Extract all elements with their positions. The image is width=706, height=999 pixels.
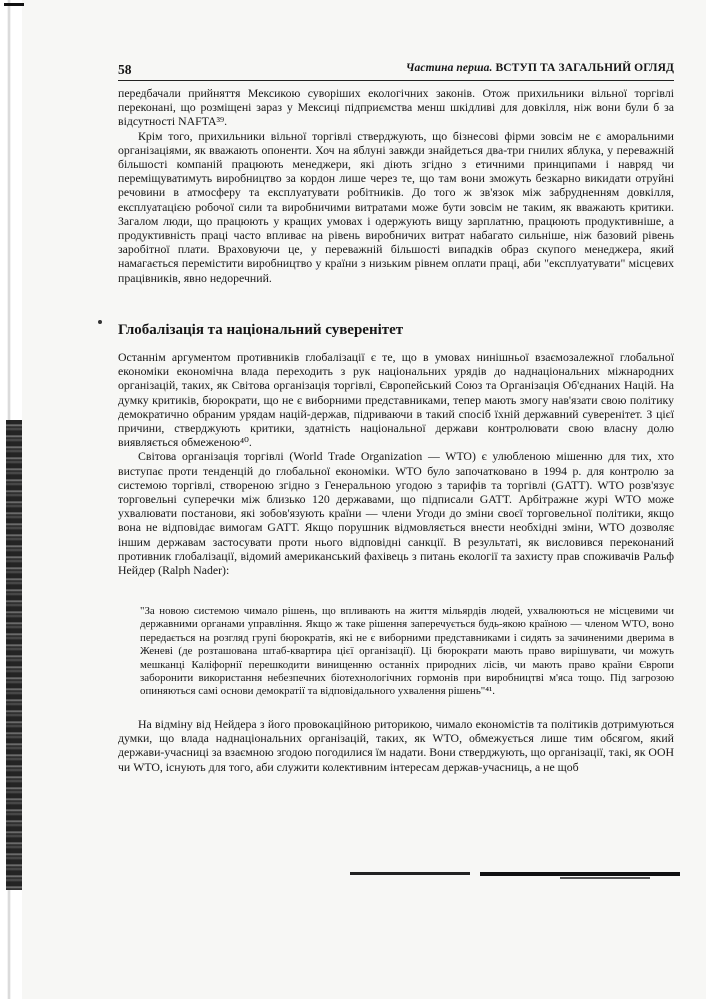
part-label: Частина перша. bbox=[405, 62, 493, 74]
scan-artifact-line bbox=[350, 872, 470, 875]
paragraph: Останнім аргументом противників глобалізації є те, що в умовах нинішньої взаємозалежної глобальної економіки економічна влада переходить з рук національних урядів до наднаціональних міжнародних організацій, таких, як Світова організація торгівлі, Європейський Союз та Організація Об'єднаних Націй. На думку критиків, бюрократи, що не є виборними представниками, тепер мають змогу нав'язати свою політику демократично обраним урядам націй-держав, підриваючи в такий спосіб їхній державний суверенітет. З цієї причини, стверджують критики, здатність національної держави контролювати свою власну долю виявляється обмеженою⁴⁰. bbox=[118, 350, 674, 450]
quote-text: "За новою системою чимало рішень, що впливають на життя мільярдів людей, ухвалюються не місцевими чи державними органами управління. Якщо ж таке рішення заперечується будь-якою країною — членом WTO, воно передається на розгляд групі бюрократів, які не є виборними представниками і сидять за зачиненими дверима в Женеві (де розташована штаб-квартира цієї організації). Ці бюрократи мають право вирішувати, чи можуть мешканці Каліфорнії перешкодити винищенню останніх природних лісів, чи мають право країни Європи заборонити використання небезпечних біотехнологічних гормонів при виробництві м'яса тощо. Під загрозою опиняються самі основи демократії та відповідального ухвалення рішень"⁴¹. bbox=[140, 605, 674, 698]
section-heading: Глобалізація та національний суверенітет bbox=[118, 322, 404, 338]
body-text-middle bbox=[118, 350, 674, 577]
paragraph: Крім того, прихильники вільної торгівлі стверджують, що бізнесові фірми зовсім не є аморальними організаціями, як вважають опоненти. Хоч на яблуні завжди знайдеться два-три гнилих яблука, у переважній більшості компаній працюють менеджери, які діють згідно з етичними принципами і навряд чи переміщуватимуть виробництво за кордон лише через те, що там вони зможуть безкарно викидати отруйні речовини в атмосферу та експлуатувати робітників. До того ж зв'язок між забрудненням довкілля, експлуатацією робочої сили та виробничими витратами може бути зовсім не таким, як вважають критики. Загалом люди, що працюють у кращих умовах і одержують вищу зарплатню, працюють продуктивніше, а продуктивність праці часто впливає на рівень виробничих витрат набагато сильніше, ніж базовий рівень заробітної плати. Враховуючи це, у переважній більшості випадків образ скупого менеджера, який намагається перемістити виробництво у країни з низьким рівнем оплати праці, аби "експлуатувати" місцевих працівників, явно недоречний. bbox=[118, 128, 674, 285]
book-spine-shadow bbox=[6, 420, 22, 890]
body-text-bottom bbox=[118, 717, 674, 774]
block-quote bbox=[140, 605, 674, 699]
paragraph: Світова організація торгівлі (World Trade Organization — WTO) є улюбленою мішенню для тих, хто виступає проти тенденцій до глобальної економіки. WTO було започатковано в 1994 р. для контролю за системою торгівлі, створеною згідно з Генеральною угодою з тарифів та торгівлі (GATT). WTO розв'язує торговельні суперечки між близько 120 державами, що підписали GATT. Арбітражне журі WTO може ухвалювати постанови, які зобов'язують країни — члени Угоди до зміни своєї торговельної політики, якщо вона не відповідає вимогам GATT. Якщо порушник відмовляється внести необхідні зміни, WTO дозволяє іншим державам застосувати проти нього відповідні санкції. В результаті, як висловився переконаний противник глобалізації, відомий американський фахівець з питань екології та захисту прав споживачів Ральф Нейдер (Ralph Nader): bbox=[118, 449, 674, 578]
paragraph: передбачали прийняття Мексикою суворіших екологічних законів. Отож прихильники вільної торгівлі переконані, що розміщені зараз у Мексиці підприємства менш шкідливі для довкілля, ніж вони були б за відсутності NAFTA³⁹. bbox=[118, 86, 674, 129]
scan-artifact-line bbox=[480, 872, 680, 876]
running-head bbox=[118, 62, 674, 81]
page-number: 58 bbox=[118, 62, 132, 77]
paragraph: На відміну від Нейдера з його провокаційною риторикою, чимало економістів та політиків дотримуються думки, що влада наднаціональних організацій, таких, як WTO, обмежується лише тим обсягом, який держави-учасниці за взаємною згодою погодилися їм надати. Вони стверджують, що організації, такі, як ООН чи WTO, існують для того, аби служити колективним інтересам держав-учасниць, а не щоб bbox=[118, 717, 674, 774]
section-title: ВСТУП ТА ЗАГАЛЬНИЙ ОГЛЯД bbox=[495, 62, 674, 74]
chapter-label bbox=[406, 62, 674, 74]
scan-mark-top bbox=[4, 3, 24, 6]
margin-mark bbox=[98, 320, 102, 324]
scan-artifact-line bbox=[560, 877, 650, 879]
body-text-top bbox=[118, 86, 674, 285]
